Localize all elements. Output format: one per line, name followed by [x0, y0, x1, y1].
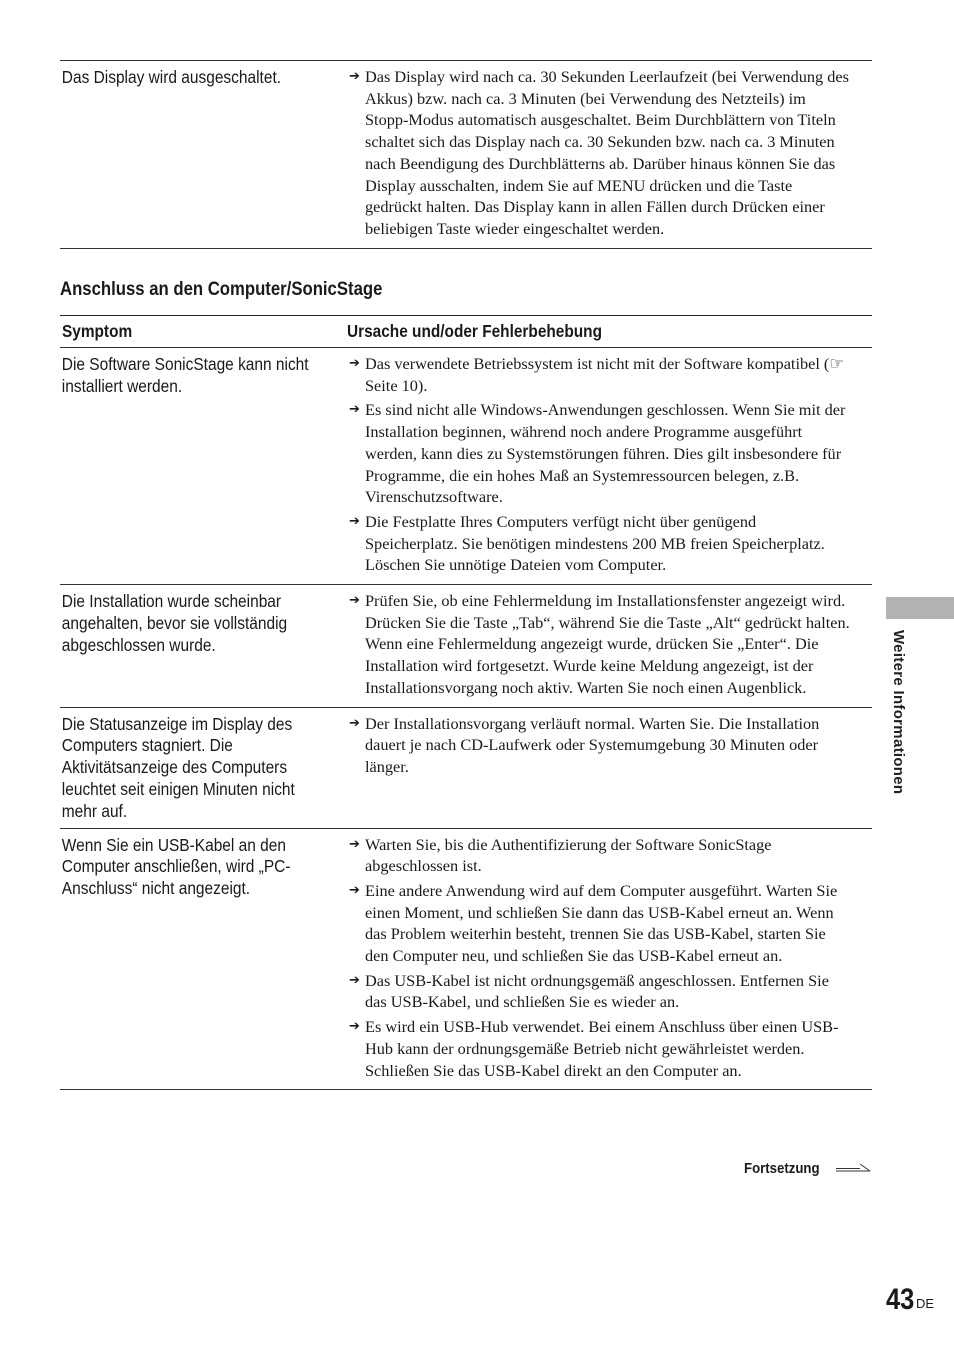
column-header-symptom: Symptom: [60, 316, 345, 348]
arrow-right-icon: ➔: [349, 69, 360, 84]
computer-table-block: [60, 315, 872, 1090]
cause-item: [347, 880, 852, 967]
arrow-right-icon: ➔: [349, 1019, 360, 1035]
arrow-right-icon: ➔: [349, 356, 360, 371]
cause-item: [347, 970, 852, 1013]
table-row: [60, 348, 872, 585]
page-language: DE: [916, 1296, 935, 1311]
cause-text: Die Festplatte Ihres Computers verfügt nicht über genügend Speicherplatz. Sie benötigen mindestens 200 MB freien Speicherplatz. Löschen Sie unnötige Dateien vom Computer.: [365, 511, 825, 575]
cause-text: Es wird ein USB-Hub verwendet. Bei einem Anschluss über einen USB-Hub kann der ordnungsgemäße Betrieb nicht gewährleistet werden. Schließen Sie das USB-Kabel direkt an den Computer an.: [365, 1017, 839, 1080]
cause-item: [347, 511, 852, 576]
cause-text: Prüfen Sie, ob eine Fehlermeldung im Installationsfenster angezeigt wird. Drücken Sie die Taste „Tab“, während Sie die Taste „Alt“ gedrückt halten. Wenn eine Fehlermeldung angezeigt wurde, drücken Sie „Enter“. Die Installation wird fortgesetzt. Wurde keine Meldung angezeigt, ist der Installationsvorgang noch aktiv. Warten Sie noch einen Augenblick.: [365, 591, 850, 697]
symptom-text: Die Software SonicStage kann nicht installiert werden.: [61, 354, 309, 396]
cause-text: Warten Sie, bis die Authentifizierung der Software SonicStage abgeschlossen ist.: [365, 834, 772, 876]
cause-cell: [345, 828, 872, 1090]
arrow-right-icon: ➔: [349, 402, 360, 418]
arrow-right-icon: ➔: [349, 882, 360, 898]
top-table-block: [60, 60, 872, 249]
cause-cell: [345, 348, 872, 585]
table-row: [60, 585, 872, 708]
arrow-right-icon: ➔: [349, 715, 360, 731]
symptom-cell: [60, 61, 345, 249]
cause-item: [347, 713, 852, 778]
cause-text: Es sind nicht alle Windows-Anwendungen geschlossen. Wenn Sie mit der Installation beginnen, während noch andere Programme ausgeführt werden, kann dies zu Systemstörungen führen. Dies gilt insbesondere für Programme, die ein hohes Maß an Systemressourcen belegen, z.B. Virenschutzsoftware.: [365, 400, 846, 507]
arrow-right-icon: ➔: [349, 972, 360, 988]
cause-item: [347, 590, 852, 699]
cause-text: Das verwendete Betriebssystem ist nicht mit der Software kompatibel (☞ Seite 10).: [365, 354, 844, 395]
table-header-row: [60, 316, 872, 348]
cause-cell: [345, 585, 872, 708]
symptom-text: Die Statusanzeige im Display des Computers stagniert. Die Aktivitätsanzeige des Computers leuchtet seit einigen Minuten nicht mehr auf.: [61, 713, 295, 821]
column-header-cause: Ursache und/oder Fehlerbehebung: [345, 316, 872, 348]
top-troubleshooting-table: [60, 60, 872, 249]
cause-text: Das Display wird nach ca. 30 Sekunden Leerlaufzeit (bei Verwendung des Akkus) bzw. nach ca. 3 Minuten (bei Verwendung des Netzteils) im Stopp-Modus automatisch ausgeschaltet. Beim Durchblättern von Titeln schaltet sich das Display nach ca. 30 Sekunden bzw. nach ca. 3 Minuten nach Beendigung des Durchblätterns ab. Darüber hinaus können Sie das Display ausschalten, indem Sie auf MENU drücken und die Taste gedrückt halten. Das Display kann in allen Fällen durch Drücken einer beliebigen Taste wieder eingeschaltet werden.: [365, 67, 849, 238]
table-row: [60, 707, 872, 828]
side-tab-marker: [886, 597, 954, 619]
cause-cell: [345, 707, 872, 828]
symptom-cell: [60, 828, 345, 1090]
symptom-text: Wenn Sie ein USB-Kabel an den Computer anschließen, wird „PC-Anschluss“ nicht angezeigt.: [61, 834, 291, 899]
cause-text: Das USB-Kabel ist nicht ordnungsgemäß angeschlossen. Entfernen Sie das USB-Kabel, und schließen Sie es wieder an.: [365, 970, 829, 1012]
symptom-text: Die Installation wurde scheinbar angehalten, bevor sie vollständig abgeschlossen wurde.: [61, 591, 288, 655]
symptom-cell: [60, 707, 345, 828]
arrow-right-icon: ➔: [349, 836, 360, 852]
cause-cell: [345, 61, 872, 249]
computer-troubleshooting-table: [60, 315, 872, 1090]
arrow-right-icon: ➔: [349, 593, 360, 609]
symptom-text: Das Display wird ausgeschaltet.: [61, 67, 282, 87]
page-number: 43: [886, 1283, 915, 1316]
cause-item: [347, 353, 852, 396]
section-heading: Anschluss an den Computer/SonicStage: [60, 279, 383, 300]
side-tab-label: Weitere Informationen: [890, 630, 907, 795]
cause-text: Der Installationsvorgang verläuft normal. Warten Sie. Die Installation dauert je nach CD-Laufwerk oder Systemumgebung 30 Minuten oder länger.: [365, 713, 820, 776]
cause-item: [347, 1016, 852, 1081]
table-row: [60, 828, 872, 1090]
symptom-cell: [60, 585, 345, 708]
continued-arrow-icon: [836, 1163, 872, 1173]
continued-label: Fortsetzung: [744, 1160, 820, 1177]
cause-item: [347, 66, 852, 240]
table-row: [60, 61, 872, 249]
symptom-cell: [60, 348, 345, 585]
cause-item: [347, 834, 852, 877]
arrow-right-icon: ➔: [349, 513, 360, 529]
cause-item: [347, 399, 852, 508]
cause-text: Eine andere Anwendung wird auf dem Computer ausgeführt. Warten Sie einen Moment, und schließen Sie dann das USB-Kabel erneut an. Wenn das Problem weiterhin besteht, trennen Sie das USB-Kabel, starten Sie den Computer neu, und schließen Sie das USB-Kabel erneut an.: [365, 880, 838, 966]
